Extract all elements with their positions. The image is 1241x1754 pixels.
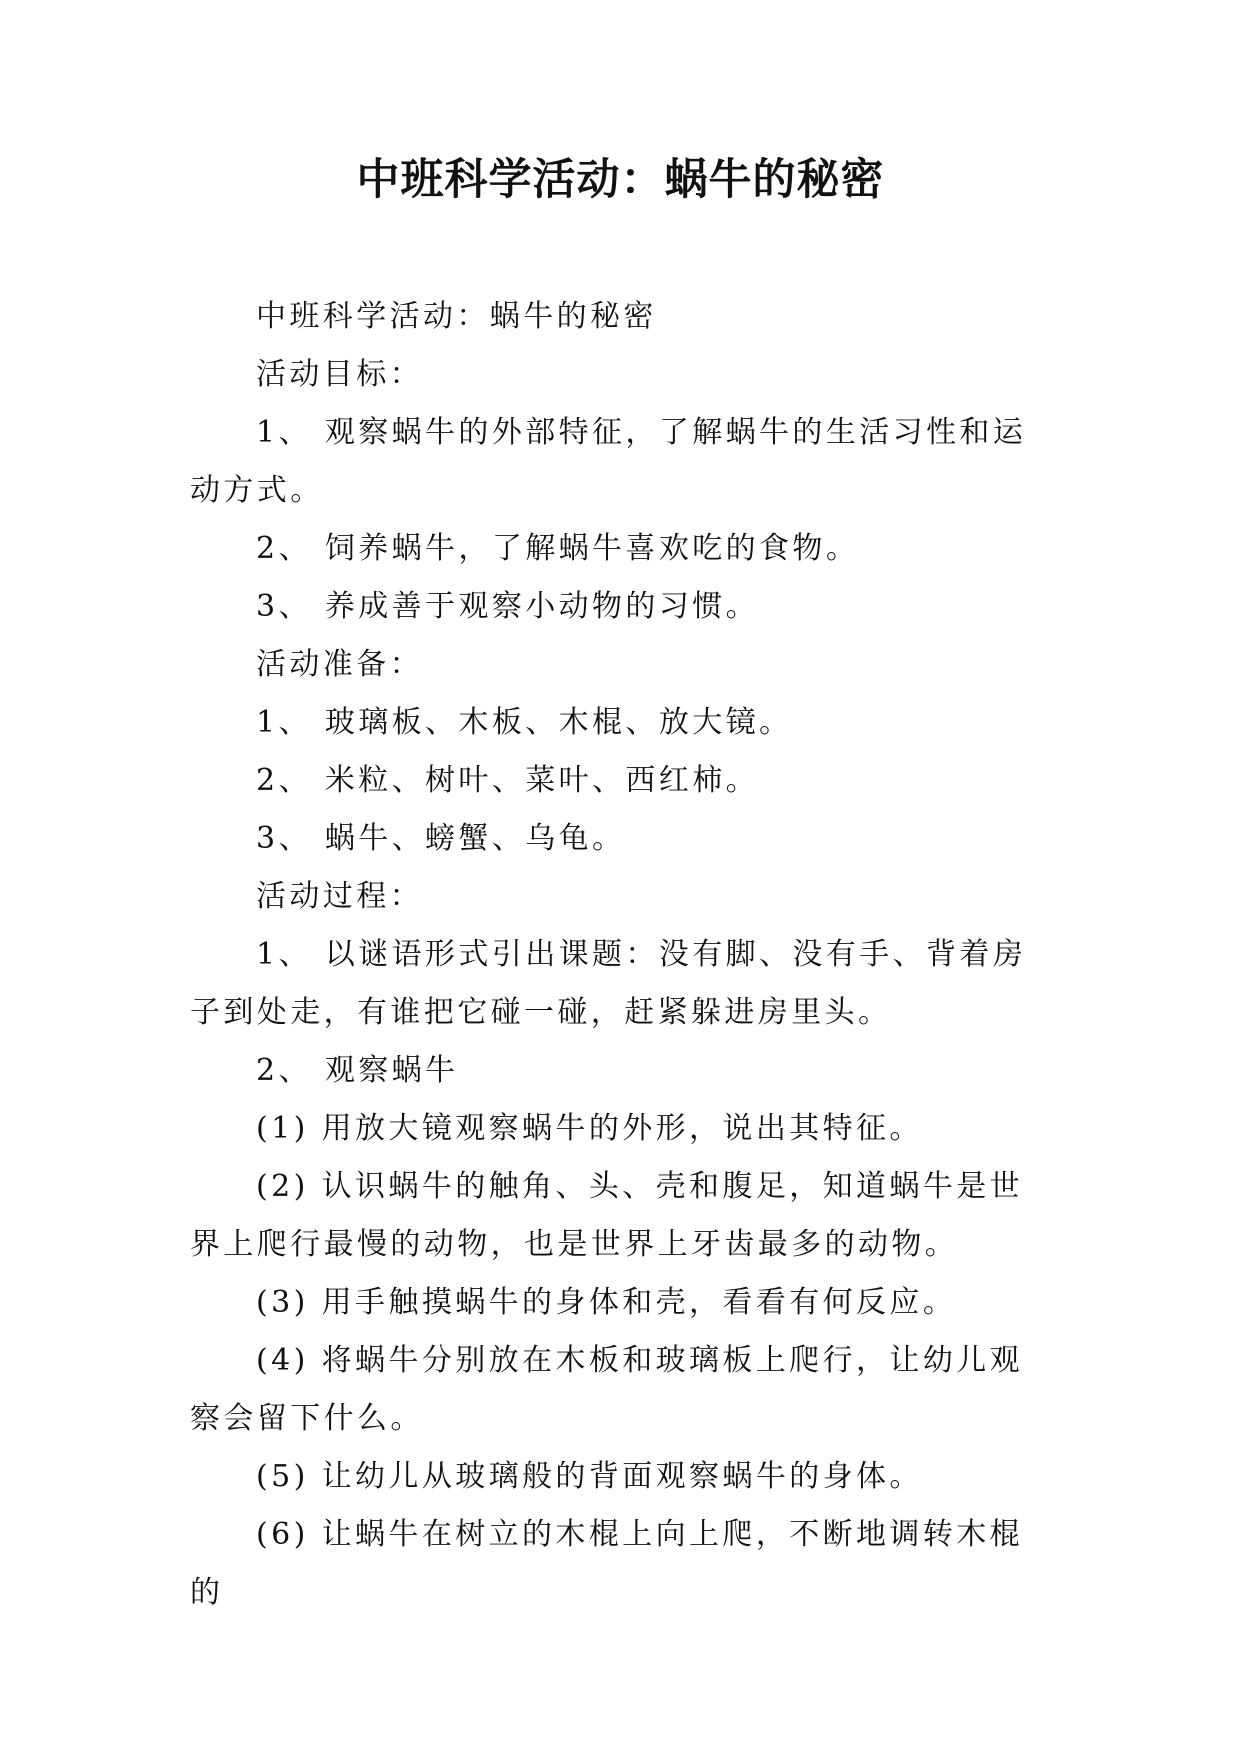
paragraph: 活动目标： [256, 357, 423, 392]
paragraph: (2) 认识蜗牛的触角、头、壳和腹足，知道蜗牛是世界上爬行最慢的动物，也是世界上牙齿最多的动物。 [190, 1169, 1024, 1262]
paragraph: 1、 以谜语形式引出课题：没有脚、没有手、背着房子到处走，有谁把它碰一碰，赶紧躲进房里头。 [190, 937, 1027, 1030]
paragraph: 1、 观察蜗牛的外部特征，了解蜗牛的生活习性和运动方式。 [190, 415, 1027, 508]
paragraph: 2、 米粒、树叶、菜叶、西红柿。 [256, 763, 760, 798]
paragraph: (5) 让幼儿从玻璃般的背面观察蜗牛的身体。 [256, 1459, 923, 1494]
paragraph: 2、 观察蜗牛 [256, 1053, 459, 1088]
paragraph: (1) 用放大镜观察蜗牛的外形，说出其特征。 [256, 1111, 923, 1146]
paragraph: (4) 将蜗牛分别放在木板和玻璃板上爬行，让幼儿观察会留下什么。 [190, 1343, 1024, 1436]
paragraph: 2、 饲养蜗牛，了解蜗牛喜欢吃的食物。 [256, 531, 860, 566]
paragraph: 中班科学活动：蜗牛的秘密 [256, 299, 657, 334]
paragraph: 1、 玻璃板、木板、木棍、放大镜。 [256, 705, 793, 740]
paragraph: (6) 让蜗牛在树立的木棍上向上爬，不断地调转木棍的 [190, 1517, 1024, 1610]
paragraph: 3、 蜗牛、螃蟹、乌龟。 [256, 821, 626, 856]
paragraph: 活动准备： [256, 647, 423, 682]
paragraph: (3) 用手触摸蜗牛的身体和壳，看看有何反应。 [256, 1285, 957, 1320]
paragraph: 活动过程： [256, 879, 423, 914]
paragraph: 3、 养成善于观察小动物的习惯。 [256, 589, 760, 624]
document-title: 中班科学活动：蜗牛的秘密 [356, 155, 885, 205]
document-body [190, 288, 1052, 1622]
